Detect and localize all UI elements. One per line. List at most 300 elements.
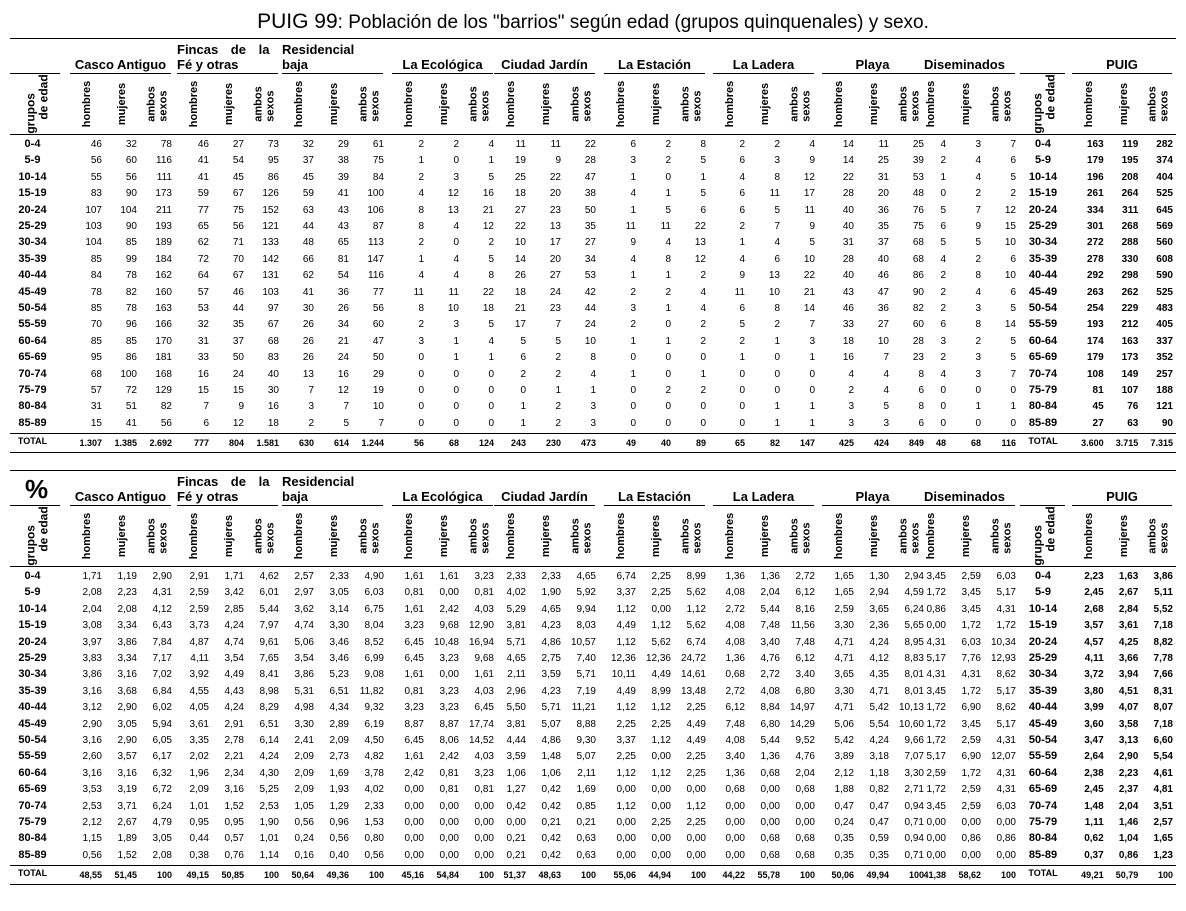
- cell: 5,31: [294, 685, 314, 697]
- cell: 4,03: [474, 685, 494, 697]
- cell: 6: [774, 253, 780, 265]
- age-label: 40-44: [18, 269, 47, 282]
- cell: 7: [308, 385, 314, 396]
- age-label: 5-9: [24, 154, 41, 167]
- cell: 7,40: [576, 653, 596, 664]
- cell: 5: [343, 417, 349, 429]
- puig-cell: 298: [1121, 270, 1139, 282]
- cell: 5: [809, 237, 815, 249]
- cell: 8,01: [904, 669, 924, 681]
- cell: 28: [842, 253, 854, 265]
- cell: 4,02: [364, 784, 384, 796]
- cell: 100: [156, 870, 172, 881]
- cell: 65: [337, 237, 349, 249]
- cell: 6: [940, 221, 946, 232]
- cell: 0,00: [996, 849, 1016, 861]
- puig-cell: 179: [1086, 352, 1104, 364]
- column-header-text: hombres: [293, 512, 306, 560]
- cell: 56: [372, 303, 384, 314]
- cell: 83: [267, 352, 279, 364]
- puig-cell: 282: [1156, 139, 1173, 150]
- group-name-la-ladera: La Ladera: [732, 489, 795, 504]
- age-label: 50-54: [18, 302, 47, 314]
- cell: 8,01: [904, 685, 924, 697]
- cell: 6: [739, 204, 745, 216]
- column-header-ambos-sexos: [783, 510, 818, 562]
- cell: 0,63: [576, 833, 596, 845]
- header-rule: [10, 134, 1176, 135]
- percent-symbol: %: [25, 474, 49, 504]
- cell: 14: [842, 155, 854, 167]
- group-name-line2: baja: [282, 489, 309, 504]
- cell: 6: [918, 417, 924, 429]
- cell: 5,07: [576, 751, 596, 763]
- cell: 6: [630, 139, 636, 150]
- cell: 40: [267, 368, 279, 380]
- cell: 11: [878, 139, 889, 150]
- cell: 0: [630, 352, 636, 364]
- column-header-mujeres: [1107, 510, 1142, 562]
- cell: 27: [877, 319, 889, 331]
- cell: 4: [488, 335, 494, 347]
- cell: 0,68: [760, 767, 780, 779]
- cell: 3,89: [834, 751, 854, 763]
- cell: 2: [975, 253, 981, 265]
- column-header-mujeres: [212, 78, 247, 130]
- age-label-right: 0-4: [1035, 570, 1051, 582]
- cell: 21: [337, 335, 349, 347]
- cell: 36: [877, 303, 889, 314]
- cell: 111: [156, 171, 172, 183]
- table-row: [10, 814, 1176, 830]
- cell: 3,30: [834, 685, 854, 697]
- cell: 1: [488, 352, 494, 364]
- column-header-text: ambos sexos: [679, 86, 704, 122]
- column-header-ambos-sexos: [140, 78, 175, 130]
- puig-cell: 264: [1121, 188, 1139, 200]
- cell: 1: [590, 385, 596, 396]
- cell: 18: [482, 303, 494, 314]
- group-name-la-ladera: La Ladera: [732, 57, 795, 72]
- cell: 8: [975, 319, 981, 331]
- cell: 2: [453, 139, 459, 150]
- age-label-right: 5-9: [1035, 586, 1051, 599]
- age-label-right: 15-19: [1028, 619, 1058, 632]
- cell: 1,88: [834, 784, 854, 796]
- column-header-text: mujeres: [438, 514, 451, 558]
- cell: 11: [413, 286, 424, 298]
- cell: 0,47: [834, 800, 854, 812]
- cell: 4,12: [869, 653, 889, 664]
- cell: 11,21: [571, 702, 596, 714]
- cell: 6,24: [152, 800, 172, 812]
- cell: 10: [447, 303, 459, 314]
- puig-cell: 4,57: [1084, 636, 1104, 648]
- cell: 5,94: [152, 718, 172, 730]
- column-header-text: hombres: [615, 512, 628, 560]
- cell: 1,12: [616, 800, 636, 812]
- cell: 0,00: [474, 833, 494, 845]
- cell: 37: [877, 237, 889, 249]
- cell: 0,00: [474, 817, 494, 828]
- cell: 0,00: [651, 833, 671, 845]
- cell: 3,16: [82, 735, 102, 746]
- cell: 6,19: [364, 718, 384, 730]
- cell: 2,75: [541, 653, 561, 664]
- cell: 3: [453, 319, 459, 331]
- cell: 2,89: [329, 718, 349, 730]
- cell: 100: [478, 870, 494, 881]
- cell: 10,60: [898, 718, 924, 730]
- column-header-text: hombres: [403, 80, 416, 128]
- cell: 0,42: [541, 849, 561, 861]
- cell: 67: [232, 188, 244, 200]
- cell: 0,00: [404, 784, 424, 796]
- cell: 1: [665, 335, 671, 347]
- cell: 0,42: [541, 833, 561, 845]
- cell: 0,81: [474, 587, 494, 599]
- group-underline: [822, 505, 923, 506]
- cell: 3,97: [82, 636, 102, 648]
- cell: 5,06: [294, 636, 314, 648]
- cell: 243: [510, 438, 526, 449]
- cell: 0: [739, 385, 745, 396]
- cell: 75: [232, 204, 244, 216]
- cell: 67: [267, 319, 279, 331]
- cell: 4,08: [725, 636, 745, 648]
- cell: 44: [584, 303, 596, 314]
- cell: 5: [665, 204, 671, 216]
- puig-cell: 2,64: [1084, 751, 1104, 763]
- puig-cell: 261: [1086, 188, 1104, 200]
- cell: 4,31: [961, 669, 981, 681]
- cell: 5: [488, 253, 494, 265]
- cell: 8: [488, 270, 494, 282]
- cell: 2,25: [686, 767, 706, 779]
- cell: 5,50: [506, 702, 526, 714]
- cell: 12: [447, 188, 459, 200]
- cell: 6: [1010, 155, 1016, 167]
- cell: 1,72: [961, 767, 981, 779]
- cell: 4,11: [190, 653, 209, 664]
- cell: 1: [488, 155, 494, 167]
- cell: 0,24: [294, 833, 314, 845]
- cell: 99: [125, 253, 137, 265]
- cell: 0,35: [834, 833, 854, 845]
- cell: 4: [418, 188, 424, 200]
- cell: 0: [453, 155, 459, 167]
- puig-cell: 330: [1121, 253, 1139, 265]
- cell: 6,03: [364, 587, 384, 599]
- puig-cell: 2,84: [1118, 603, 1139, 615]
- column-header-hombres: [713, 78, 748, 130]
- puig-cell: 8,07: [1153, 702, 1173, 714]
- cell: 2,12: [834, 767, 854, 779]
- cell: 6: [918, 385, 924, 396]
- cell: 54,84: [436, 870, 459, 881]
- cell: 3: [630, 155, 636, 167]
- cell: 68: [912, 237, 924, 249]
- cell: 5,29: [506, 603, 526, 615]
- cell: 30: [267, 385, 279, 396]
- cell: 4,24: [224, 620, 244, 632]
- cell: 21: [803, 286, 815, 298]
- cell: 8: [918, 401, 924, 413]
- cell: 84: [90, 270, 102, 282]
- cell: 8,83: [904, 653, 924, 664]
- cell: 3,71: [117, 800, 137, 812]
- cell: 168: [155, 368, 172, 380]
- cell: 16: [197, 368, 209, 380]
- cell: 0: [488, 401, 494, 413]
- cell: 6,99: [364, 653, 384, 664]
- cell: 6,32: [152, 767, 172, 779]
- cell: 1: [630, 270, 636, 282]
- column-header-text: mujeres: [868, 514, 881, 558]
- cell: 3,45: [926, 571, 946, 582]
- table-row: [10, 415, 1176, 431]
- cell: 2: [488, 237, 494, 249]
- age-group-header: [1020, 506, 1070, 566]
- column-header-text: ambos sexos: [989, 86, 1014, 122]
- cell: 37: [302, 155, 314, 167]
- cell: 85: [90, 253, 102, 265]
- column-header-hombres: [392, 78, 427, 130]
- column-header-text: hombres: [81, 80, 94, 128]
- cell: 48: [302, 237, 314, 249]
- column-header-text: mujeres: [116, 82, 129, 126]
- cell: 1,61: [404, 751, 424, 763]
- cell: 1,89: [117, 833, 137, 845]
- title-rest: : Población de los "barrios" según edad (grupos quinquenales) y sexo.: [337, 12, 929, 33]
- column-header-text: hombres: [925, 80, 938, 128]
- cell: 1,72: [996, 620, 1016, 632]
- age-label-right: 0-4: [1035, 138, 1051, 150]
- column-header-text: mujeres: [328, 514, 341, 558]
- column-header-ambos-sexos: [674, 510, 709, 562]
- cell: 4,23: [541, 620, 561, 632]
- cell: 10: [1004, 237, 1016, 249]
- cell: 9,68: [474, 653, 494, 664]
- cell: 1: [809, 352, 815, 364]
- cell: 3,57: [117, 751, 137, 763]
- cell: 0,57: [224, 833, 244, 845]
- cell: 14: [842, 139, 854, 150]
- cell: 37: [232, 335, 244, 347]
- cell: 0: [630, 417, 636, 429]
- puig-cell: 292: [1086, 270, 1104, 282]
- cell: 2,09: [294, 767, 314, 779]
- cell: 1,12: [686, 800, 706, 812]
- cell: 1,72: [926, 784, 946, 796]
- puig-cell: 301: [1086, 221, 1104, 232]
- column-header-text: mujeres: [116, 514, 129, 558]
- puig-cell: 229: [1121, 303, 1139, 314]
- puig-cell: 7.315: [1150, 438, 1173, 449]
- cell: 0,56: [294, 817, 314, 828]
- cell: 2,12: [82, 817, 102, 828]
- cell: 0: [739, 417, 745, 429]
- age-label-right: 10-14: [1028, 170, 1058, 183]
- age-label-right: 60-64: [1028, 334, 1058, 347]
- age-label-right: TOTAL: [1028, 436, 1058, 447]
- cell: 2,25: [651, 817, 671, 828]
- puig-cell: 3,61: [1118, 620, 1139, 632]
- cell: 14: [514, 253, 526, 265]
- table-row: [10, 716, 1176, 732]
- cell: 4,02: [506, 587, 526, 599]
- cell: 43: [337, 221, 349, 232]
- cell: 5: [555, 335, 561, 347]
- cell: 9,08: [364, 669, 384, 681]
- cell: 1: [453, 352, 459, 364]
- age-group-header-text: [25, 74, 51, 133]
- column-header-text: mujeres: [960, 82, 973, 126]
- cell: 849: [908, 438, 924, 449]
- cell: 0,95: [224, 817, 244, 828]
- cell: 27: [584, 237, 596, 249]
- cell: 46: [842, 303, 854, 314]
- puig-cell: 107: [1121, 385, 1139, 396]
- column-header-hombres: [604, 78, 639, 130]
- cell: 6,14: [259, 735, 279, 746]
- puig-cell: 1,63: [1118, 571, 1139, 582]
- age-group-header: [10, 74, 65, 134]
- cell: 47: [584, 171, 596, 183]
- cell: 5,54: [869, 718, 889, 730]
- cell: 1,01: [189, 800, 209, 812]
- cell: 2: [665, 385, 671, 396]
- cell: 2: [774, 139, 780, 150]
- cell: 0,00: [404, 849, 424, 861]
- cell: 1: [774, 335, 780, 347]
- cell: 3,30: [294, 718, 314, 730]
- cell: 34: [584, 253, 596, 265]
- cell: 67: [232, 270, 244, 282]
- cell: 5: [739, 319, 745, 331]
- cell: 3,73: [189, 620, 209, 632]
- cell: 0,81: [439, 767, 459, 779]
- cell: 425: [838, 438, 854, 449]
- group-underline: [282, 73, 383, 74]
- cell: 1,61: [404, 669, 424, 681]
- cell: 48: [935, 438, 946, 449]
- cell: 2: [739, 139, 745, 150]
- puig-cell: 2,57: [1153, 817, 1173, 828]
- age-label-right: 70-74: [1028, 799, 1058, 812]
- cell: 68: [267, 335, 279, 347]
- cell: 2: [975, 335, 981, 347]
- cell: 0: [1010, 385, 1016, 396]
- table-row: [10, 650, 1176, 666]
- table-row: [10, 601, 1176, 617]
- table-row: [10, 333, 1176, 349]
- column-header-mujeres: [317, 510, 352, 562]
- cell: 70: [90, 319, 102, 331]
- cell: 2,72: [795, 571, 815, 582]
- column-header-text: ambos sexos: [897, 518, 922, 554]
- puig-cell: 254: [1086, 303, 1104, 314]
- cell: 49: [625, 438, 636, 449]
- cell: 20: [877, 188, 889, 200]
- puig-cell: 2,45: [1084, 587, 1104, 599]
- cell: 0: [700, 352, 706, 364]
- cell: 2,33: [506, 571, 526, 582]
- cell: 2: [940, 286, 946, 298]
- cell: 89: [695, 438, 706, 449]
- cell: 14,61: [680, 669, 706, 681]
- cell: 16: [842, 352, 854, 364]
- column-header-ambos-sexos: [1141, 510, 1176, 562]
- cell: 100: [1000, 870, 1016, 881]
- cell: 193: [155, 221, 172, 232]
- cell: 84: [372, 171, 384, 183]
- cell: 1,90: [259, 817, 279, 828]
- cell: 16: [267, 401, 279, 413]
- puig-cell: 2,90: [1118, 751, 1139, 763]
- cell: 3,34: [117, 620, 137, 632]
- cell: 160: [155, 286, 172, 298]
- cell: 18: [267, 417, 279, 429]
- cell: 4: [774, 237, 780, 249]
- cell: 2,08: [117, 603, 137, 615]
- cell: 1,69: [576, 784, 596, 796]
- puig-cell: 405: [1156, 319, 1173, 331]
- puig-cell: 193: [1086, 319, 1104, 331]
- puig-cell: 278: [1086, 253, 1104, 265]
- age-label: 25-29: [18, 220, 47, 232]
- cell: 8,41: [259, 669, 279, 681]
- column-header-text: ambos sexos: [252, 86, 277, 122]
- cell: 43: [337, 204, 349, 216]
- column-header-text: hombres: [833, 80, 846, 128]
- cell: 47: [372, 335, 384, 347]
- age-label-right: 50-54: [1028, 302, 1058, 314]
- cell: 7: [883, 352, 889, 364]
- cell: 6: [700, 204, 706, 216]
- cell: 5,17: [996, 685, 1016, 697]
- puig-cell: 5,52: [1153, 603, 1173, 615]
- cell: 3: [453, 171, 459, 183]
- cell: 71: [232, 237, 244, 249]
- cell: 8,06: [439, 735, 459, 746]
- cell: 1,15: [82, 833, 102, 845]
- cell: 5: [1010, 171, 1016, 183]
- cell: 11: [515, 139, 526, 150]
- cell: 5,17: [926, 653, 946, 664]
- cell: 8,87: [404, 718, 424, 730]
- group-underline: [604, 505, 705, 506]
- cell: 1: [739, 352, 745, 364]
- cell: 147: [367, 253, 384, 265]
- cell: 4,44: [506, 735, 526, 746]
- age-label-right: 75-79: [1028, 816, 1058, 828]
- column-header-hombres: [713, 510, 748, 562]
- cell: 44,22: [722, 870, 745, 881]
- age-label: 80-84: [18, 832, 47, 845]
- cell: 0,00: [760, 817, 780, 828]
- age-group-header: [1020, 74, 1070, 134]
- age-header-line2: de edad: [1044, 74, 1059, 120]
- puig-cell: 1,48: [1084, 800, 1104, 812]
- cell: 9: [975, 221, 981, 232]
- puig-cell: 163: [1086, 139, 1104, 150]
- cell: 0,24: [834, 817, 854, 828]
- cell: 3,45: [961, 603, 981, 615]
- cell: 9: [809, 155, 815, 167]
- cell: 28: [584, 155, 596, 167]
- cell: 5: [488, 171, 494, 183]
